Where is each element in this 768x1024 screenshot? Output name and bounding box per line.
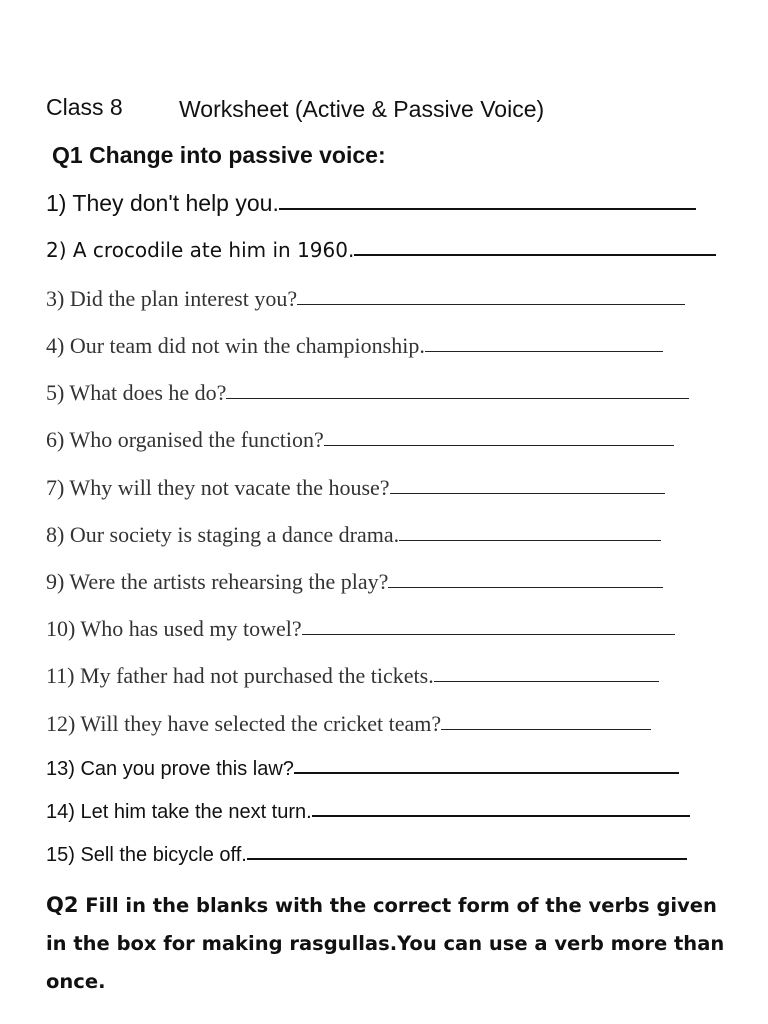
answer-blank[interactable] xyxy=(247,857,687,860)
question-13 xyxy=(46,759,679,779)
answer-blank[interactable] xyxy=(302,633,675,635)
class-label: Class 8 xyxy=(46,94,123,120)
question-4 xyxy=(46,335,663,357)
question-11 xyxy=(46,665,659,687)
q2-label: Q2 xyxy=(46,893,79,917)
question-text: 2) A crocodile ate him in 1960. xyxy=(46,238,355,262)
question-2 xyxy=(46,240,716,260)
question-text: 7) Why will they not vacate the house? xyxy=(46,475,390,500)
question-text: 4) Our team did not win the championship. xyxy=(46,333,425,358)
answer-blank[interactable] xyxy=(390,492,665,494)
question-3 xyxy=(46,288,685,310)
question-text: 1) They don't help you. xyxy=(46,190,279,216)
question-text: 6) Who organised the function? xyxy=(46,427,324,452)
answer-blank[interactable] xyxy=(226,397,689,399)
answer-blank[interactable] xyxy=(312,814,690,817)
answer-blank[interactable] xyxy=(354,253,716,256)
answer-blank[interactable] xyxy=(279,207,696,210)
question-text: 12) Will they have selected the cricket team? xyxy=(46,711,442,736)
question-1 xyxy=(46,192,696,215)
q2-instructions xyxy=(46,886,736,1001)
answer-blank[interactable] xyxy=(441,728,651,730)
question-text: 14) Let him take the next turn. xyxy=(46,801,312,823)
answer-blank[interactable] xyxy=(388,586,663,588)
question-9 xyxy=(46,571,663,593)
question-text: 10) Who has used my towel? xyxy=(46,616,302,641)
answer-blank[interactable] xyxy=(297,303,685,305)
q1-heading: Q1 Change into passive voice: xyxy=(52,142,386,168)
question-text: 8) Our society is staging a dance drama. xyxy=(46,522,400,547)
worksheet-title: Worksheet (Active & Passive Voice) xyxy=(179,96,545,122)
question-14 xyxy=(46,802,690,822)
question-text: 15) Sell the bicycle off. xyxy=(46,844,247,866)
question-8 xyxy=(46,524,661,546)
q2-text: Fill in the blanks with the correct form of the verbs given in the box for making rasgullas.You can use a verb more than once. xyxy=(46,894,725,993)
question-text: 11) My father had not purchased the tickets. xyxy=(46,663,434,688)
answer-blank[interactable] xyxy=(399,539,661,541)
question-text: 3) Did the plan interest you? xyxy=(46,286,298,311)
answer-blank[interactable] xyxy=(294,771,679,774)
question-text: 9) Were the artists rehearsing the play? xyxy=(46,569,389,594)
answer-blank[interactable] xyxy=(434,680,659,682)
question-5 xyxy=(46,382,689,404)
answer-blank[interactable] xyxy=(425,350,663,352)
question-12 xyxy=(46,713,651,735)
question-6 xyxy=(46,429,674,451)
question-text: 5) What does he do? xyxy=(46,380,227,405)
question-text: 13) Can you prove this law? xyxy=(46,758,294,780)
question-15 xyxy=(46,845,687,865)
question-7 xyxy=(46,477,665,499)
question-10 xyxy=(46,618,675,640)
answer-blank[interactable] xyxy=(324,444,674,446)
